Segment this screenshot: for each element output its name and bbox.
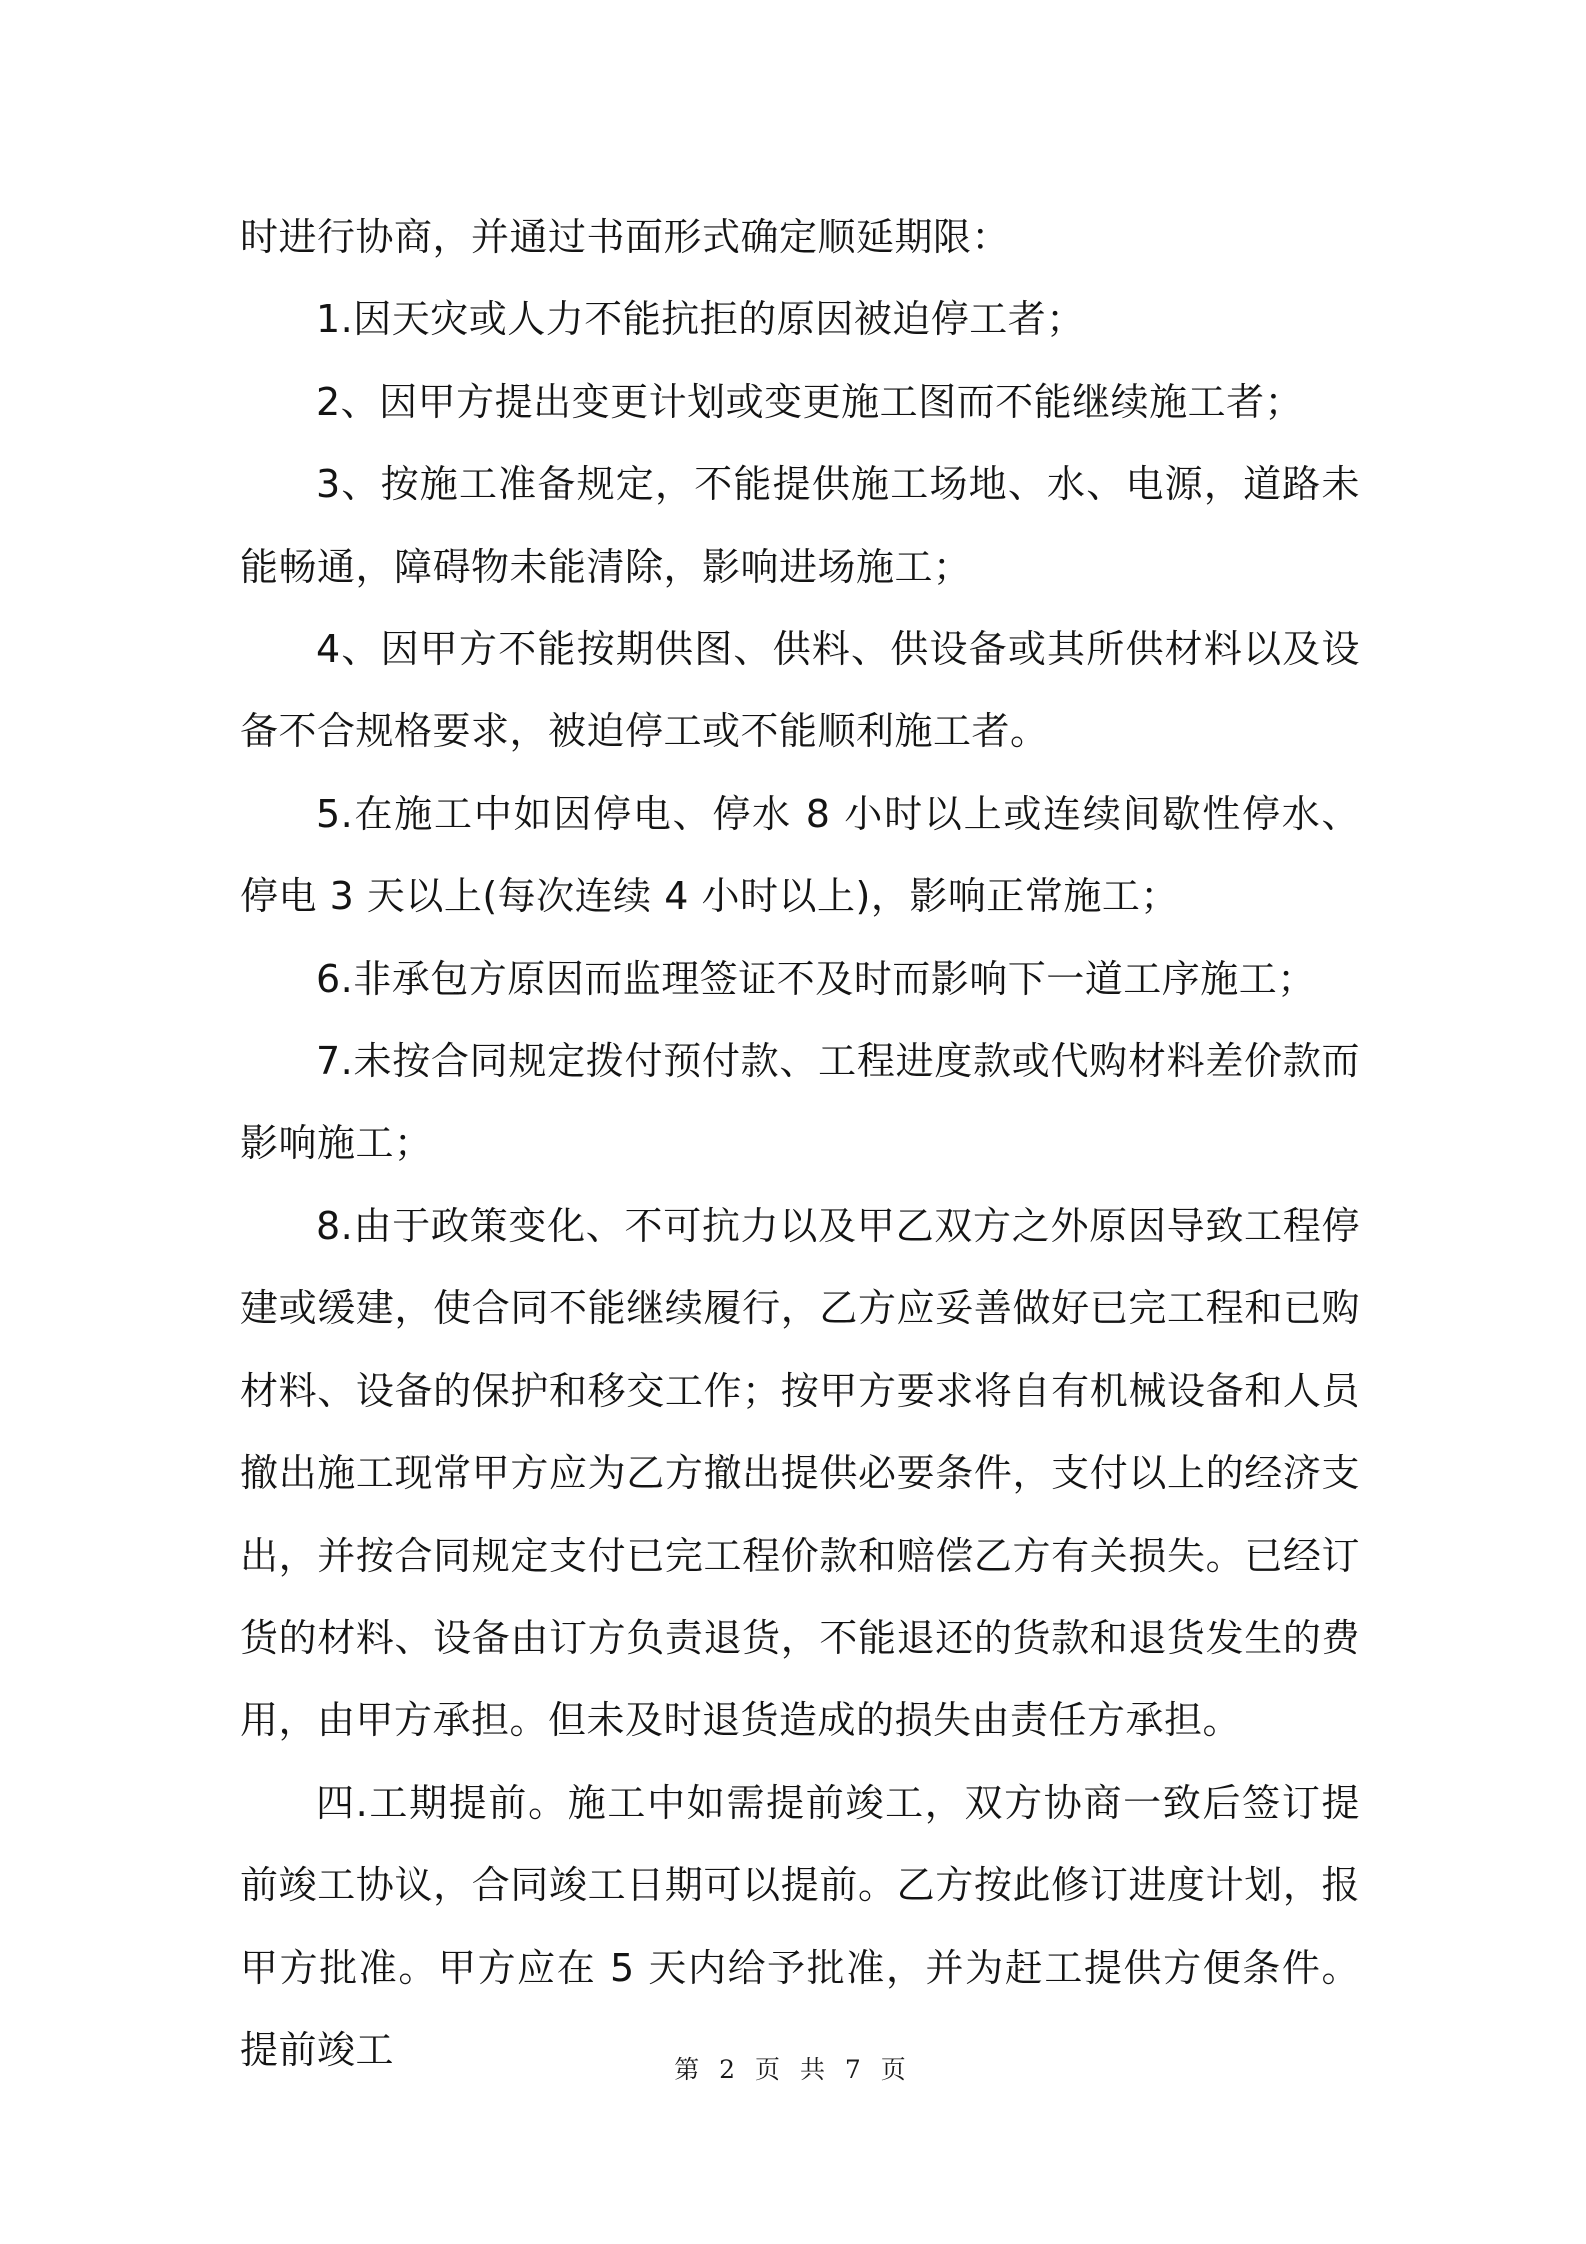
page-footer: 第 2 页 共 7 页 xyxy=(674,2055,912,2084)
paragraph-continuation: 时进行协商，并通过书面形式确定顺延期限： xyxy=(240,215,1011,259)
paragraph-item-3: 3、按施工准备规定，不能提供施工场地、水、电源，道路未能畅通，障碍物未能清除，影响进场施工； xyxy=(240,462,1360,589)
paragraph-item-6: 6.非承包方原因而监理签证不及时而影响下一道工序施工； xyxy=(316,956,1316,1001)
paragraph-item-8: 8.由于政策变化、不可抗力以及甲乙双方之外原因导致工程停建或缓建，使合同不能继续履行，乙方应妥善做好已完工程和已购材料、设备的保护和移交工作；按甲方要求将自有机械设备和人员撤出施工现常甲方应为乙方撤出提供必要条件，支付以上的经济支出，并按合同规定支付已完工程价款和赔偿乙方有关损失。已经订货的材料、设备由订方负责退货，不能退还的货款和退货发生的费用，由甲方承担。但未及时退货造成的损失由责任方承担。 xyxy=(240,1203,1360,1743)
body-text xyxy=(240,196,1360,2091)
paragraph-item-4: 4、因甲方不能按期供图、供料、供设备或其所供材料以及设备不合规格要求，被迫停工或不能顺利施工者。 xyxy=(240,627,1360,754)
paragraph-section-4: 四.工期提前。施工中如需提前竣工，双方协商一致后签订提前竣工协议，合同竣工日期可以提前。乙方按此修订进度计划，报甲方批准。甲方应在 5 天内给予批准，并为赶工提供方便条件。提前竣工 xyxy=(240,1780,1360,2072)
paragraph-item-5: 5.在施工中如因停电、停水 8 小时以上或连续间歇性停水、停电 3 天以上(每次连续 4 小时以上)，影响正常施工； xyxy=(240,791,1360,919)
paragraph-item-7: 7.未按合同规定拨付预付款、工程进度款或代购材料差价款而影响施工； xyxy=(240,1039,1360,1166)
paragraph-item-2: 2、因甲方提出变更计划或变更施工图而不能继续施工者； xyxy=(316,379,1304,424)
paragraph-item-1: 1.因天灾或人力不能抗拒的原因被迫停工者； xyxy=(316,297,1085,342)
